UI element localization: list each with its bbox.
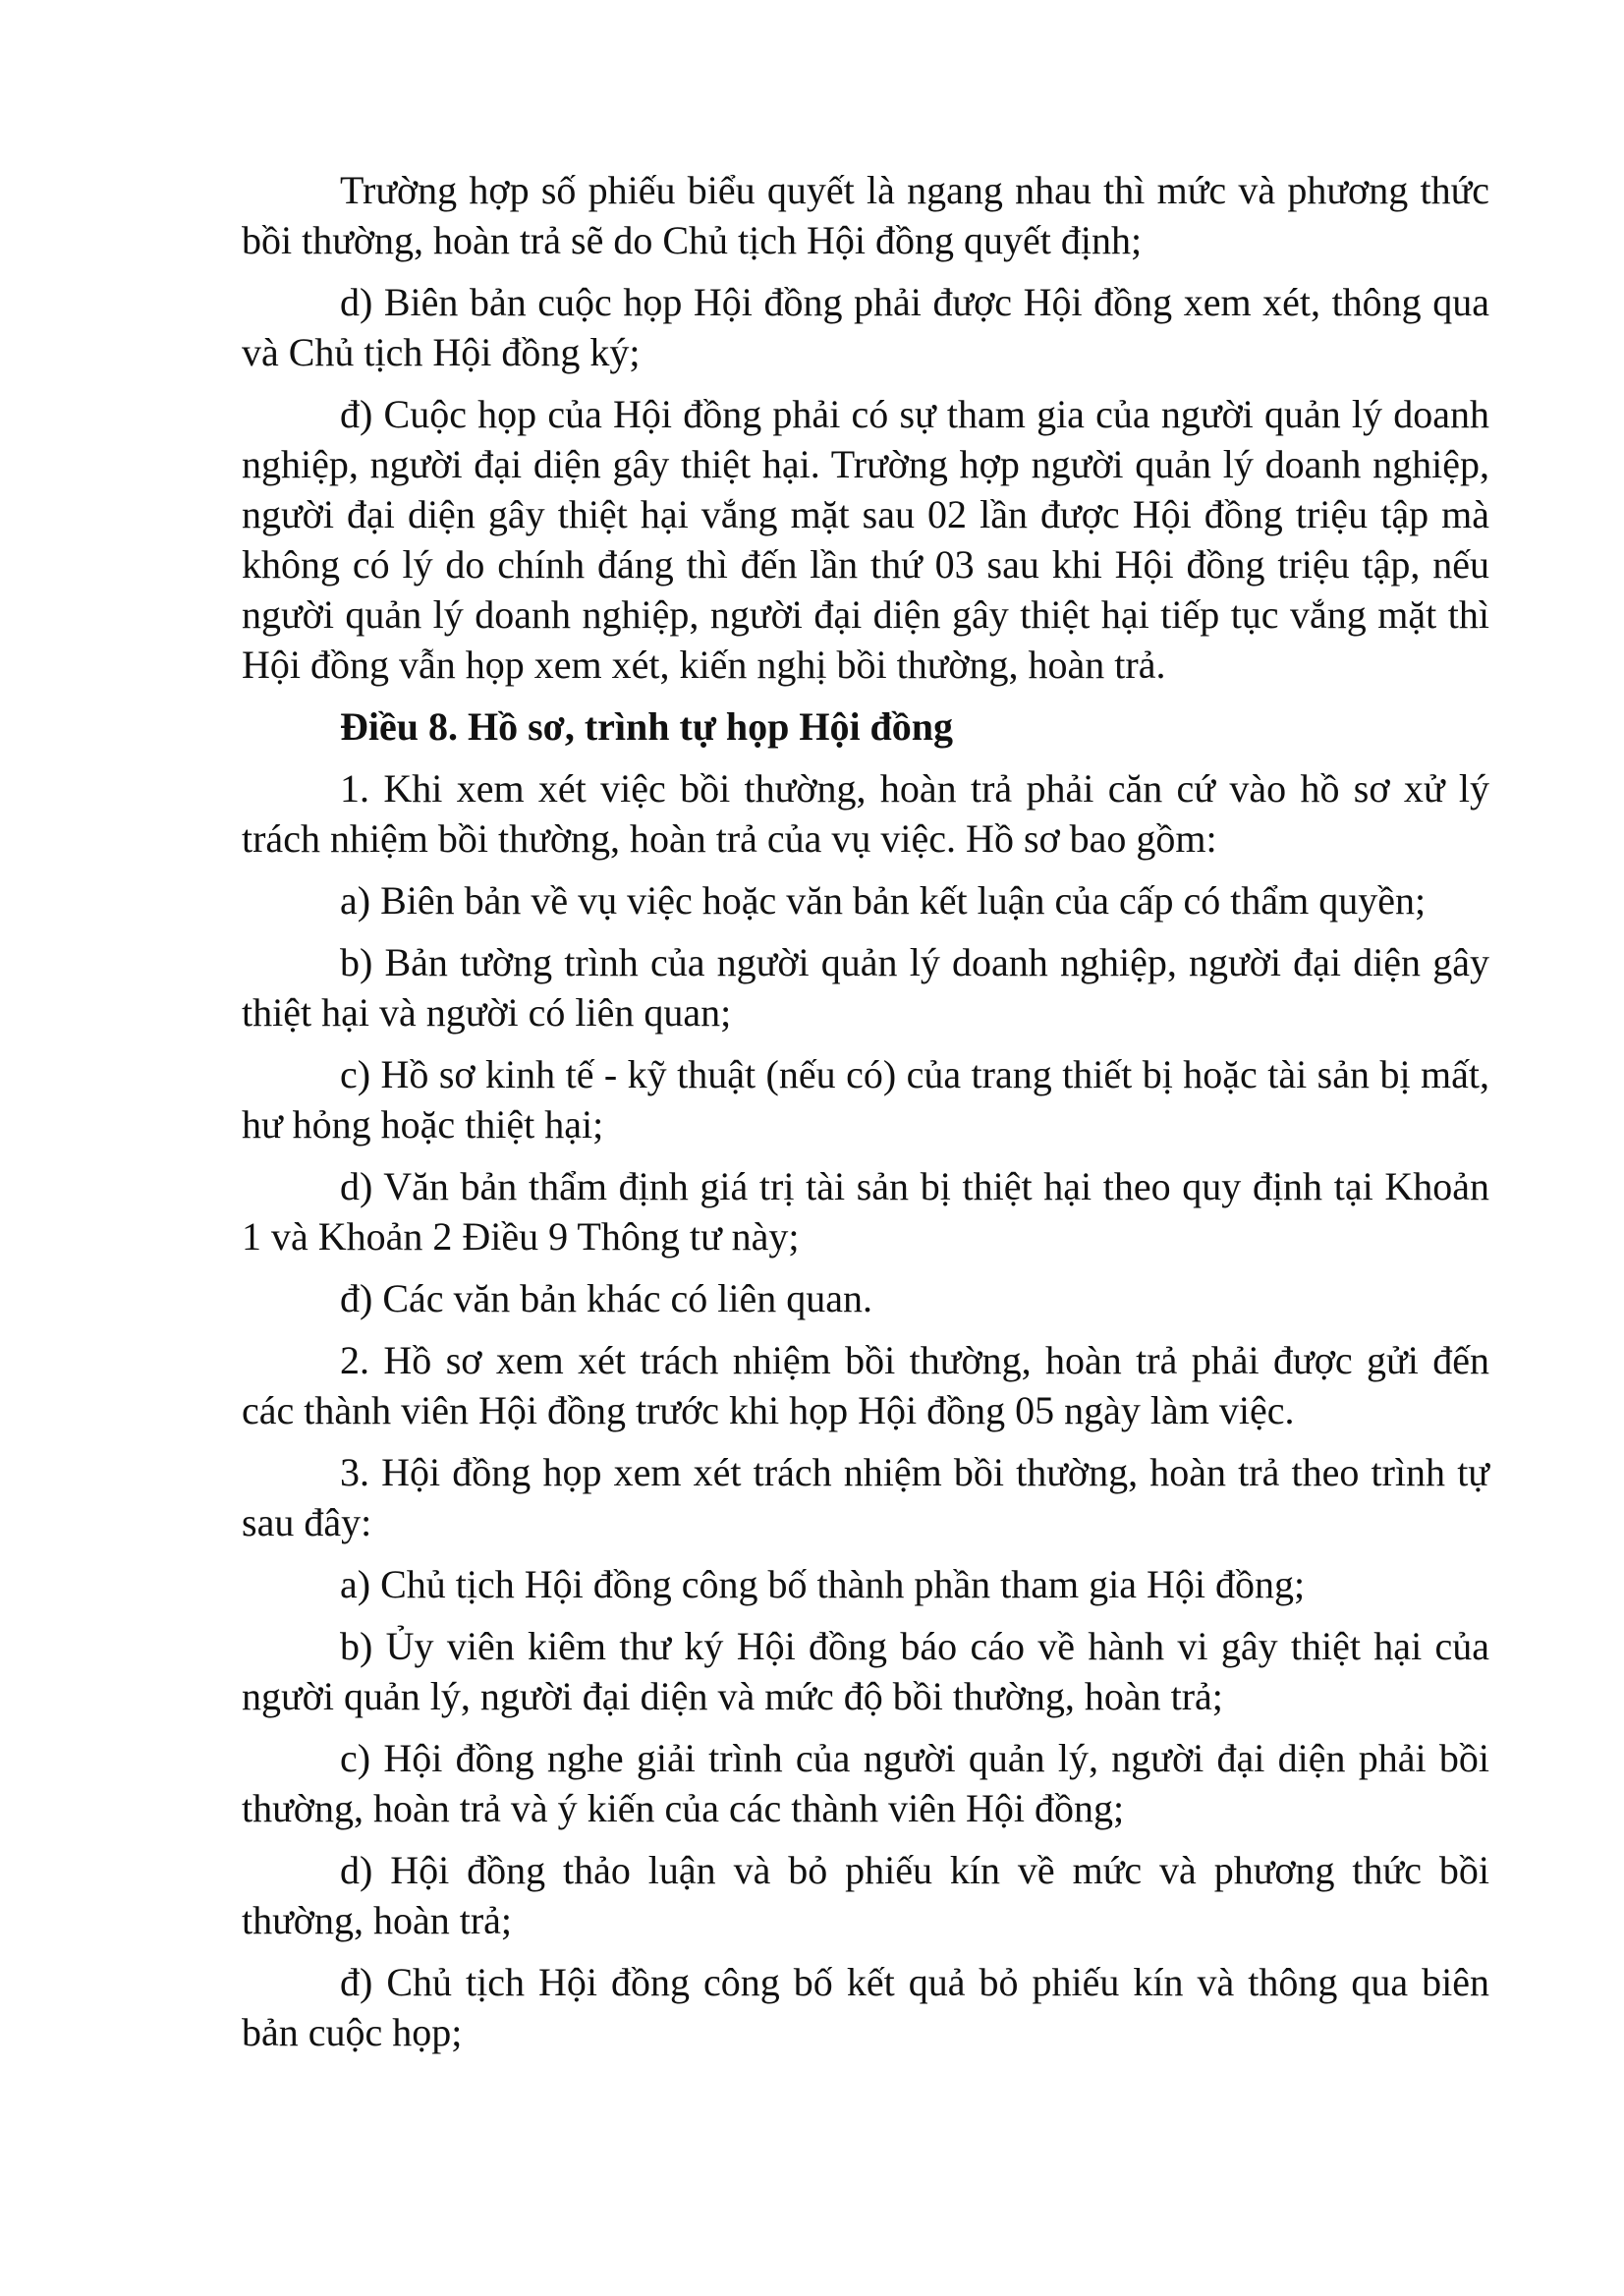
- paragraph-clause-3-b: b) Ủy viên kiêm thư ký Hội đồng báo cáo về hành vi gây thiệt hại của người quản lý, người đại diện và mức độ bồi thường, hoàn trả;: [242, 1624, 1489, 1718]
- paragraph-clause-1-dd: đ) Các văn bản khác có liên quan.: [340, 1276, 873, 1320]
- article-8-heading: Điều 8. Hồ sơ, trình tự họp Hội đồng: [340, 704, 954, 749]
- paragraph-clause-1-a: a) Biên bản về vụ việc hoặc văn bản kết luận của cấp có thẩm quyền;: [340, 878, 1427, 923]
- paragraph-clause-3-c: c) Hội đồng nghe giải trình của người quản lý, người đại diện phải bồi thường, hoàn trả và ý kiến của các thành viên Hội đồng;: [242, 1736, 1489, 1830]
- paragraph-clause-1: 1. Khi xem xét việc bồi thường, hoàn trả phải căn cứ vào hồ sơ xử lý trách nhiệm bồi thường, hoàn trả của vụ việc. Hồ sơ bao gồm:: [242, 766, 1489, 861]
- document-page: [242, 165, 1489, 2069]
- paragraph-clause-1-b: b) Bản tường trình của người quản lý doanh nghiệp, người đại diện gây thiệt hại và người có liên quan;: [242, 940, 1489, 1035]
- paragraph-clause-1-d: d) Văn bản thẩm định giá trị tài sản bị thiệt hại theo quy định tại Khoản 1 và Khoản 2 Điều 9 Thông tư này;: [242, 1164, 1489, 1259]
- paragraph-clause-2: 2. Hồ sơ xem xét trách nhiệm bồi thường, hoàn trả phải được gửi đến các thành viên Hội đồng trước khi họp Hội đồng 05 ngày làm việc.: [242, 1338, 1489, 1432]
- paragraph-clause-3-dd: đ) Chủ tịch Hội đồng công bố kết quả bỏ phiếu kín và thông qua biên bản cuộc họp;: [242, 1960, 1489, 2054]
- paragraph-clause-3: 3. Hội đồng họp xem xét trách nhiệm bồi thường, hoàn trả theo trình tự sau đây:: [242, 1450, 1489, 1544]
- paragraph-clause-3-d: d) Hội đồng thảo luận và bỏ phiếu kín về mức và phương thức bồi thường, hoàn trả;: [242, 1848, 1489, 1942]
- paragraph-item-d-minutes: d) Biên bản cuộc họp Hội đồng phải được Hội đồng xem xét, thông qua và Chủ tịch Hội đồng ký;: [242, 280, 1489, 374]
- paragraph-clause-1-c: c) Hồ sơ kinh tế - kỹ thuật (nếu có) của trang thiết bị hoặc tài sản bị mất, hư hỏng hoặc thiệt hại;: [242, 1052, 1489, 1147]
- paragraph-item-dd-attendance: đ) Cuộc họp của Hội đồng phải có sự tham gia của người quản lý doanh nghiệp, người đại diện gây thiệt hại. Trường hợp người quản lý doanh nghiệp, người đại diện gây thiệt hại vắng mặt sau 02 lần được Hội đồng triệu tập mà không có lý do chính đáng thì đến lần thứ 03 sau khi Hội đồng triệu tập, nếu người quản lý doanh nghiệp, người đại diện gây thiệt hại tiếp tục vắng mặt thì Hội đồng vẫn họp xem xét, kiến nghị bồi thường, hoàn trả.: [242, 392, 1489, 687]
- paragraph-clause-3-a: a) Chủ tịch Hội đồng công bố thành phần tham gia Hội đồng;: [340, 1562, 1306, 1606]
- paragraph-tie-vote: Trường hợp số phiếu biểu quyết là ngang nhau thì mức và phương thức bồi thường, hoàn trả sẽ do Chủ tịch Hội đồng quyết định;: [242, 168, 1489, 262]
